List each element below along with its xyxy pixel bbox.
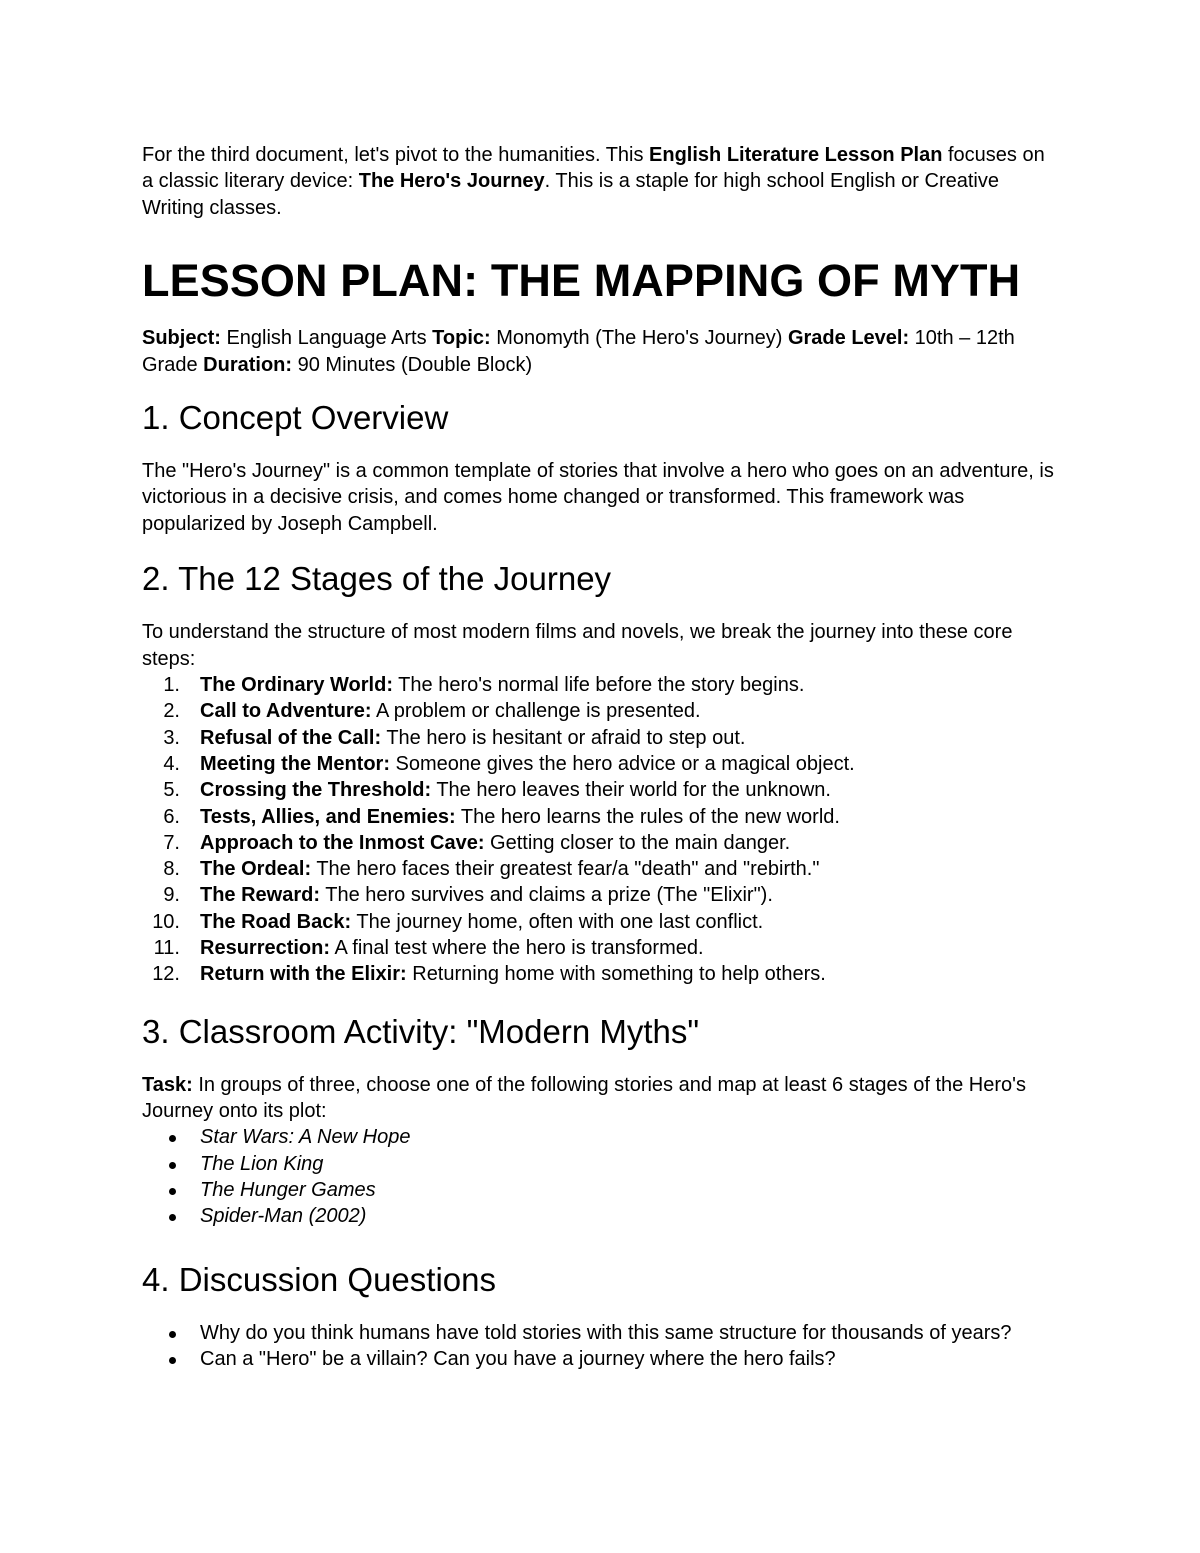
stage-label: The Reward: <box>200 884 321 907</box>
task-label: Task: <box>142 1073 193 1096</box>
stage-label: Call to Adventure: <box>200 700 372 723</box>
list-item <box>142 1151 1058 1177</box>
grade-label: Grade Level: <box>787 327 910 350</box>
bullet-icon <box>169 1331 176 1338</box>
story-title: Star Wars: A New Hope <box>200 1126 411 1149</box>
stage-text: The hero's normal life before the story begins. <box>392 674 805 697</box>
bullet-icon <box>169 1188 176 1195</box>
stage-label: Resurrection: <box>200 937 331 960</box>
section-heading-discussion-questions: 4. Discussion Questions <box>142 1260 496 1298</box>
stage-text: The hero leaves their world for the unknown. <box>431 779 831 802</box>
section-heading-concept-overview: 1. Concept Overview <box>142 399 449 437</box>
list-item <box>142 698 1058 724</box>
stage-label: Refusal of the Call: <box>200 726 382 749</box>
stage-label: The Road Back: <box>200 910 352 933</box>
list-item <box>142 751 1058 777</box>
lesson-meta <box>142 325 1058 378</box>
story-title: The Hunger Games <box>200 1179 376 1202</box>
list-item <box>142 909 1058 935</box>
list-item <box>142 1124 1058 1150</box>
bullet-icon <box>169 1162 176 1169</box>
grade-value: 10th – 12th Grade <box>142 327 1015 376</box>
intro-paragraph <box>142 142 1058 221</box>
question-text: Can a "Hero" be a villain? Can you have a journey where the hero fails? <box>200 1347 836 1370</box>
stages-intro: To understand the structure of most modern films and novels, we break the journey into these core steps: <box>142 621 1013 670</box>
list-item-number: 6. <box>163 805 180 828</box>
list-item-number: 1. <box>163 674 180 697</box>
list-item-number: 3. <box>163 726 180 749</box>
list-item-number: 11. <box>153 937 180 960</box>
topic-value: Monomyth (The Hero's Journey) <box>490 327 788 350</box>
stage-label: Approach to the Inmost Cave: <box>200 831 485 854</box>
stage-label: Meeting the Mentor: <box>200 752 390 775</box>
document-page <box>142 142 1058 1372</box>
list-item <box>142 672 1058 698</box>
list-item-number: 4. <box>163 752 180 775</box>
intro-text-1: For the third document, let's pivot to the humanities. This <box>142 144 650 166</box>
list-item-number: 10. <box>152 910 180 933</box>
bullet-icon <box>169 1135 176 1142</box>
stage-text: The journey home, often with one last conflict. <box>351 910 764 933</box>
stage-text: Someone gives the hero advice or a magical object. <box>390 752 855 775</box>
list-item-number: 9. <box>163 884 180 907</box>
task-text: In groups of three, choose one of the following stories and map at least 6 stages of the Hero's Journey onto its plot: <box>142 1073 1026 1123</box>
stage-label: The Ordinary World: <box>200 674 393 697</box>
concept-overview-body: The "Hero's Journey" is a common template of stories that involve a hero who goes on an adventure, is victorious in a decisive crisis, and comes home changed or transformed. This framework was popularized by Joseph Campbell. <box>142 460 1054 535</box>
duration-label: Duration: <box>203 353 293 376</box>
topic-label: Topic: <box>432 327 491 350</box>
stage-text: A problem or challenge is presented. <box>371 700 701 723</box>
activity-task <box>142 1072 1058 1125</box>
intro-bold-lesson-plan: English Literature Lesson Plan <box>649 144 943 166</box>
list-item <box>142 725 1058 751</box>
stories-list <box>142 1124 1058 1229</box>
stage-label: Return with the Elixir: <box>200 963 407 986</box>
bullet-icon <box>169 1214 176 1221</box>
stage-text: The hero faces their greatest fear/a "death" and "rebirth." <box>311 858 820 881</box>
list-item <box>142 935 1058 961</box>
story-title: Spider-Man (2002) <box>200 1205 367 1228</box>
list-item-number: 2. <box>163 700 180 723</box>
list-item <box>142 1320 1058 1346</box>
list-item <box>142 1346 1058 1372</box>
list-item-number: 8. <box>163 858 180 881</box>
intro-text-3: . This is a staple for high school English or Creative Writing classes. <box>142 170 999 219</box>
section-heading-classroom-activity: 3. Classroom Activity: "Modern Myths" <box>142 1012 700 1050</box>
stage-text: The hero survives and claims a prize (The "Elixir"). <box>320 884 773 907</box>
stages-list <box>142 672 1058 988</box>
list-item <box>142 777 1058 803</box>
stage-text: A final test where the hero is transformed. <box>330 937 704 960</box>
list-item-number: 12. <box>152 963 180 986</box>
list-item <box>142 1203 1058 1229</box>
stage-text: Getting closer to the main danger. <box>484 831 791 854</box>
question-text: Why do you think humans have told stories with this same structure for thousands of years? <box>200 1321 1012 1344</box>
list-item <box>142 856 1058 882</box>
intro-bold-heros-journey: The Hero's Journey <box>358 170 545 193</box>
list-item <box>142 961 1058 987</box>
intro-text-2: focuses on a classic literary device: <box>142 144 1045 193</box>
section-heading-stages: 2. The 12 Stages of the Journey <box>142 560 612 598</box>
duration-value: 90 Minutes (Double Block) <box>292 353 533 376</box>
stage-label: The Ordeal: <box>200 858 312 881</box>
stage-text: Returning home with something to help others. <box>406 963 826 986</box>
bullet-icon <box>169 1357 176 1364</box>
list-item <box>142 882 1058 908</box>
questions-list <box>142 1320 1058 1373</box>
list-item <box>142 804 1058 830</box>
subject-value: English Language Arts <box>220 327 433 350</box>
stage-text: The hero is hesitant or afraid to step out. <box>381 726 746 749</box>
list-item <box>142 830 1058 856</box>
page-title: LESSON PLAN: THE MAPPING OF MYTH <box>142 255 1021 307</box>
stage-label: Crossing the Threshold: <box>200 779 432 802</box>
stage-label: Tests, Allies, and Enemies: <box>200 805 456 828</box>
stage-text: The hero learns the rules of the new world. <box>455 805 840 828</box>
story-title: The Lion King <box>200 1152 324 1175</box>
list-item <box>142 1177 1058 1203</box>
subject-label: Subject: <box>142 327 221 350</box>
list-item-number: 5. <box>163 779 180 802</box>
list-item-number: 7. <box>163 831 180 854</box>
